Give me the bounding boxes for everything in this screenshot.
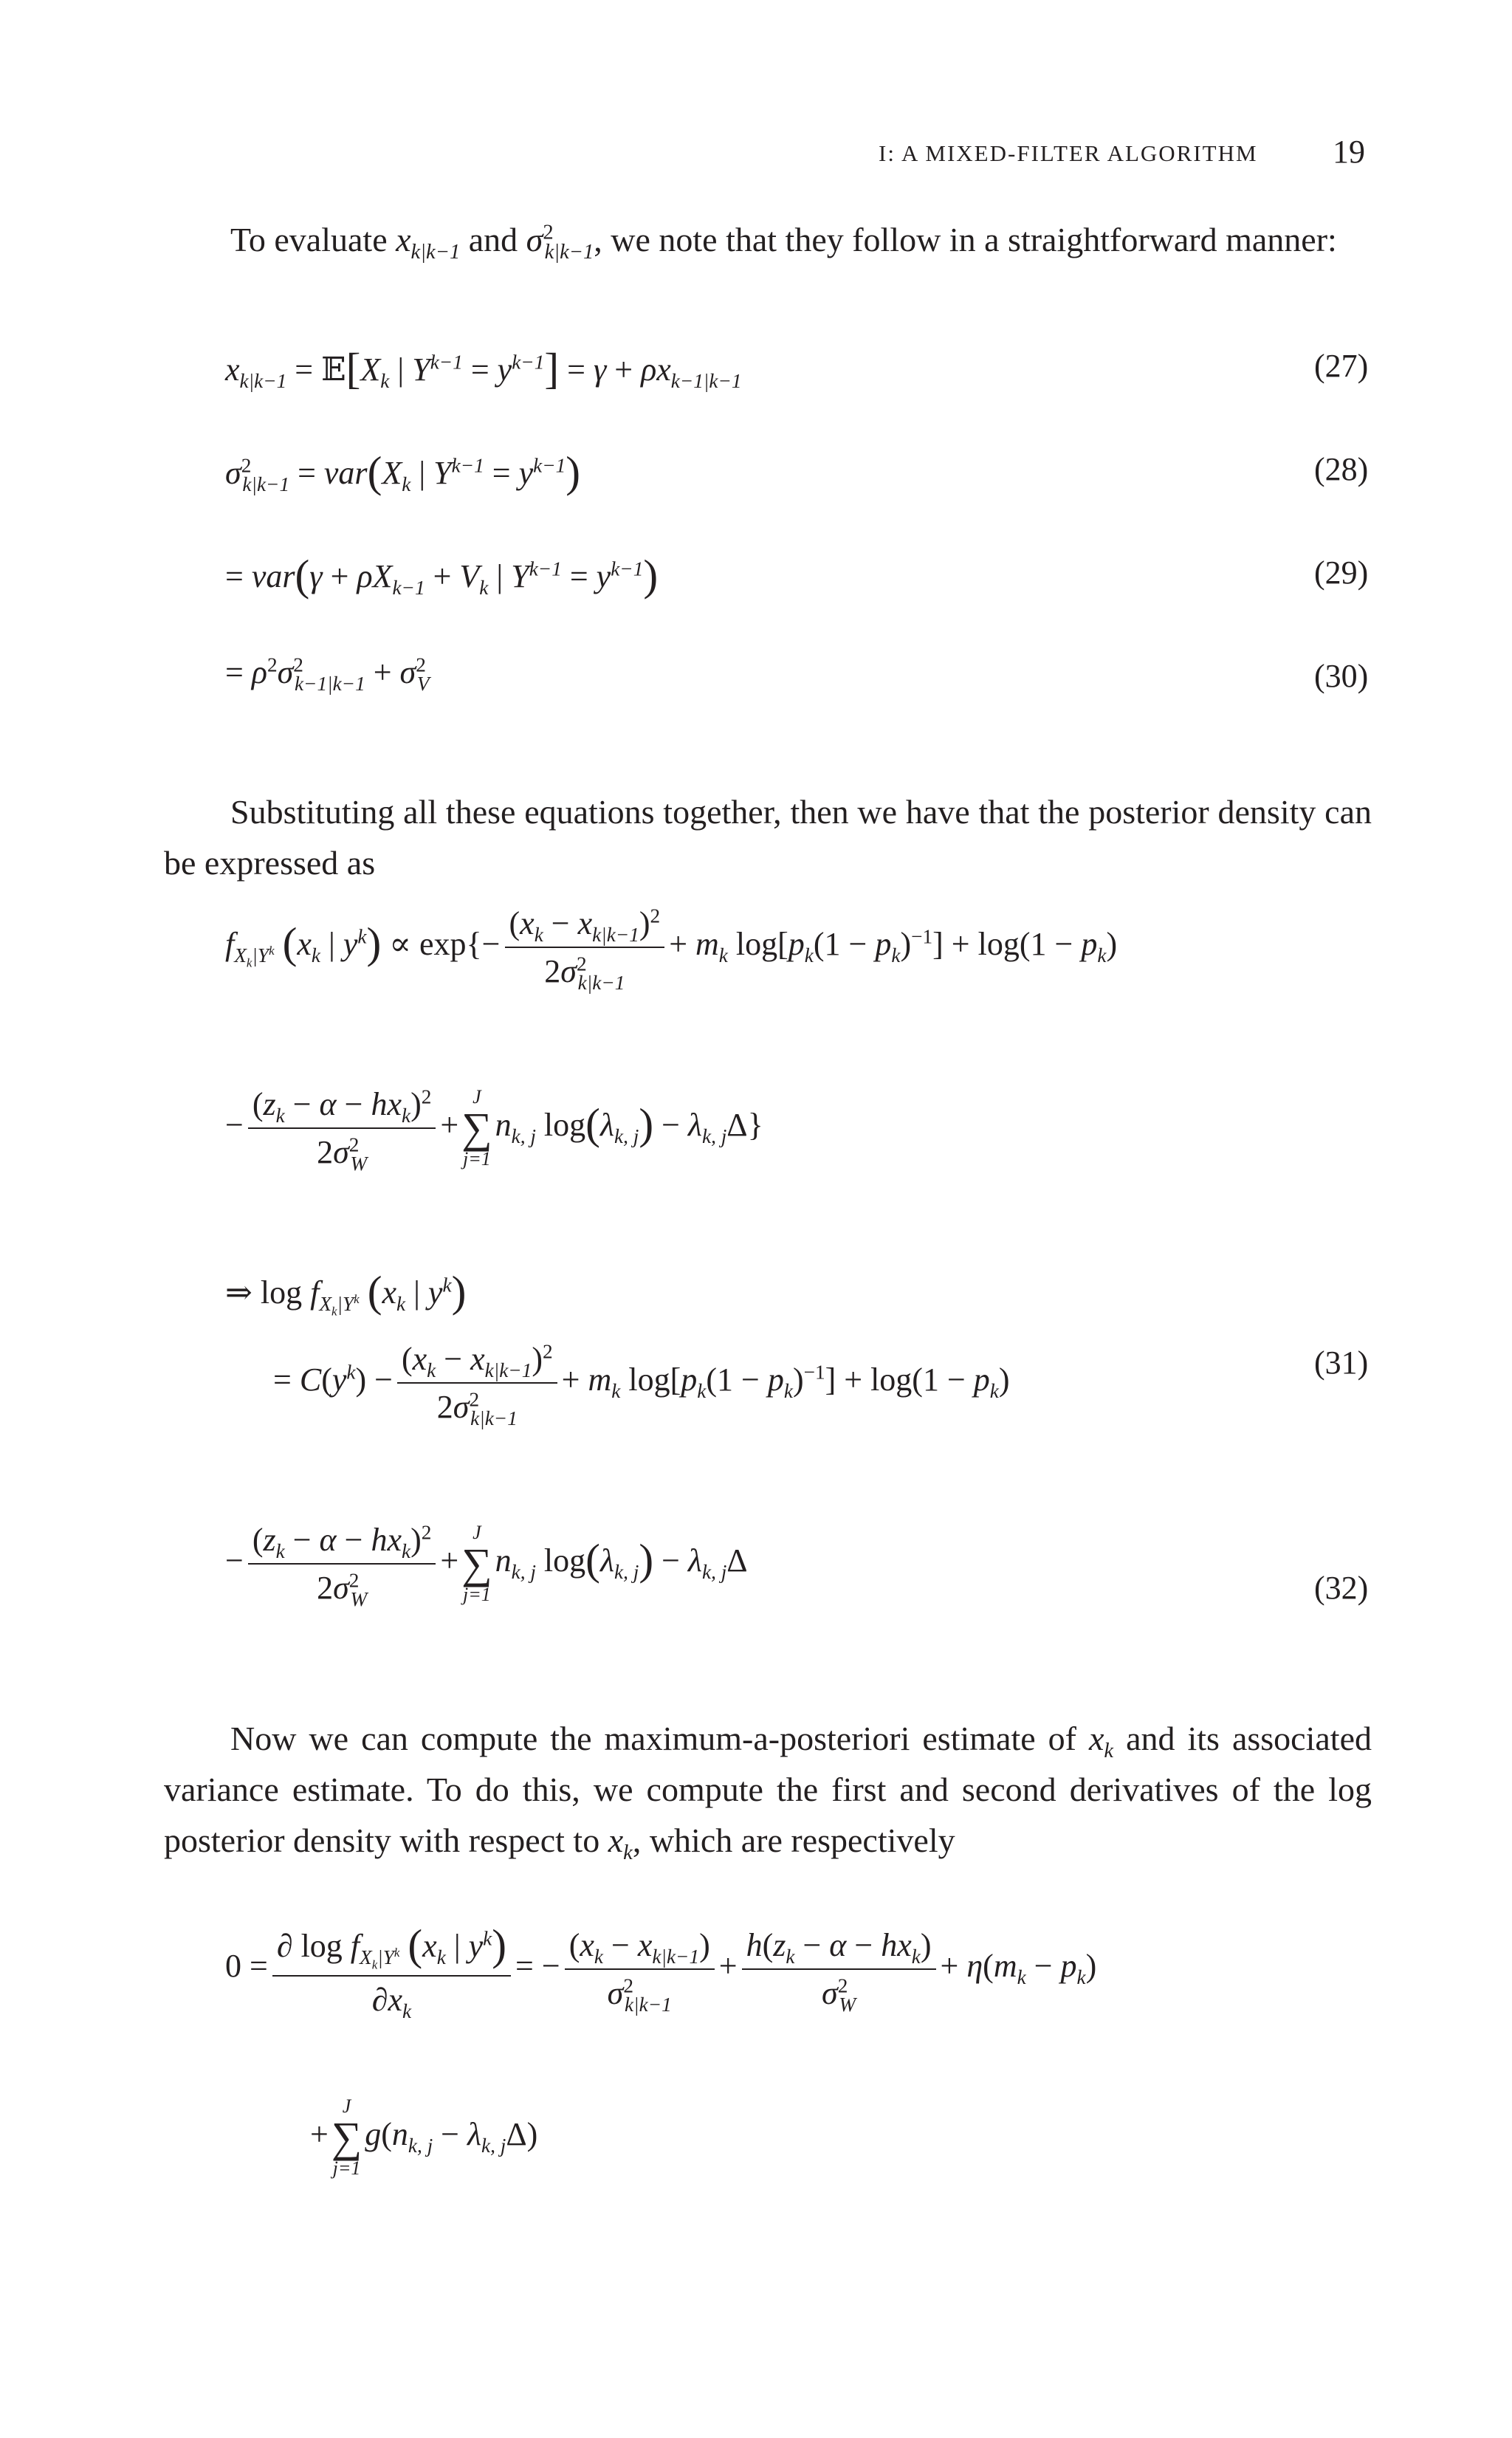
equation-number-27: (27)	[1314, 348, 1369, 384]
equation-derivative-line2: + J ∑ j=1 $g(n_{k, j} - \lambda_{k, j}\Delta)$	[310, 2095, 538, 2179]
p1-text-b: and	[468, 221, 518, 258]
p1-text-c: , we note that they follow in a straightforward manner:	[594, 221, 1337, 258]
equation-number-28: (28)	[1314, 451, 1369, 487]
running-head: I: A MIXED-FILTER ALGORITHM	[879, 140, 1258, 166]
equation-30: = $\rho^2\sigma^2_{k-1|k-1} + \sigma^2_V$	[225, 653, 430, 695]
equation-number-29: (29)	[1314, 554, 1369, 591]
equation-31: = $C(y^k)$ − $\frac{(x_k - x_{k|k-1})^2}{2\sigma^2_{k|k-1}}$ + $m_k$ $\log[p_k(1 - p_k)^{-1}] + \log(1 - p_k)$	[273, 1340, 1010, 1429]
paragraph-intro: To evaluate $x_{k|k-1}$ and $\sigma^2_{k|k-1}$, we note that they follow in a straightforward manner:	[230, 221, 1337, 264]
equation-posterior-line2: − $\frac{(z_k - \alpha - hx_k)^2}{2\sigma^2_W}$ + J ∑ j=1 $n_{k, j}$ $\log(\lambda_{k, j}) - \lambda_{k, j}\Delta$}	[225, 1085, 763, 1175]
equation-29: = $var(\gamma + \rho X_{k-1} + V_k$ | $Y^{k-1} = y^{k-1}$)	[225, 551, 659, 600]
equation-28: $\sigma^2_{k|k-1} = var(X_k$ | $Y^{k-1} = y^{k-1}$)	[225, 447, 581, 496]
paragraph-map-estimate: Now we can compute the maximum-a-posteriori estimate of $x_k$ and its associated variance estimate. To do this, we compute the first and second derivatives of the log posterior density with respect to $x_k$, which are respectively	[164, 1720, 1372, 1865]
p3-text-c: , which are respectively	[632, 1821, 955, 1859]
p2-text: Substituting all these equations together, then we have that the posterior density can be expressed as	[164, 793, 1372, 882]
equation-27: $x_{k|k-1}$ = $𝔼[X_k$ | $Y^{k-1} = y^{k-1}] = \gamma + \rho x_{k-1|k-1}$	[225, 344, 742, 393]
p3-text-a: Now we can compute the maximum-a-posteriori estimate of	[230, 1720, 1076, 1757]
equation-log-posterior-head: ⇒ $\log f_{X_k|Y^k}$ ($x_k$ | $y^k$)	[225, 1267, 467, 1319]
equation-number-30: (30)	[1314, 658, 1369, 694]
p3-text-b: and its associated variance estimate. To do this, we compute the first and second derivatives of the log posterior density with respect to	[164, 1720, 1372, 1859]
equation-derivative-line1: 0 = $\frac{\partial \log f_{X_k|Y^k} (x_k | y^k)}{\partial x_k}$ = − $\frac{(x_k - x_{k|k-1})}{\sigma^2_{k|k-1}}$ + $\frac{h(z_k - \alpha - hx_k)}{\sigma^2_W}$ + $\eta(m_k - p_k)$	[225, 1920, 1097, 2022]
equation-number-31: (31)	[1314, 1345, 1369, 1381]
page-number: 19	[1333, 134, 1365, 170]
p1-text-a: To evaluate	[230, 221, 388, 258]
equation-32: − $\frac{(z_k - \alpha - hx_k)^2}{2\sigma^2_W}$ + J ∑ j=1 $n_{k, j}$ $\log(\lambda_{k, j}) - \lambda_{k, j}\Delta$	[225, 1521, 748, 1610]
paragraph-substituting	[164, 786, 1372, 888]
equation-number-32: (32)	[1314, 1570, 1369, 1606]
equation-posterior-line1: $f_{X_k|Y^k}$ ($x_k$ | $y^k) \propto \exp\{-$ $\frac{(x_k - x_{k|k-1})^2}{2\sigma^2_{k|k-1}}$ + $m_k$ $\log[p_k(1 - p_k)^{-1}] + \log(1 - p_k)$	[225, 904, 1118, 994]
